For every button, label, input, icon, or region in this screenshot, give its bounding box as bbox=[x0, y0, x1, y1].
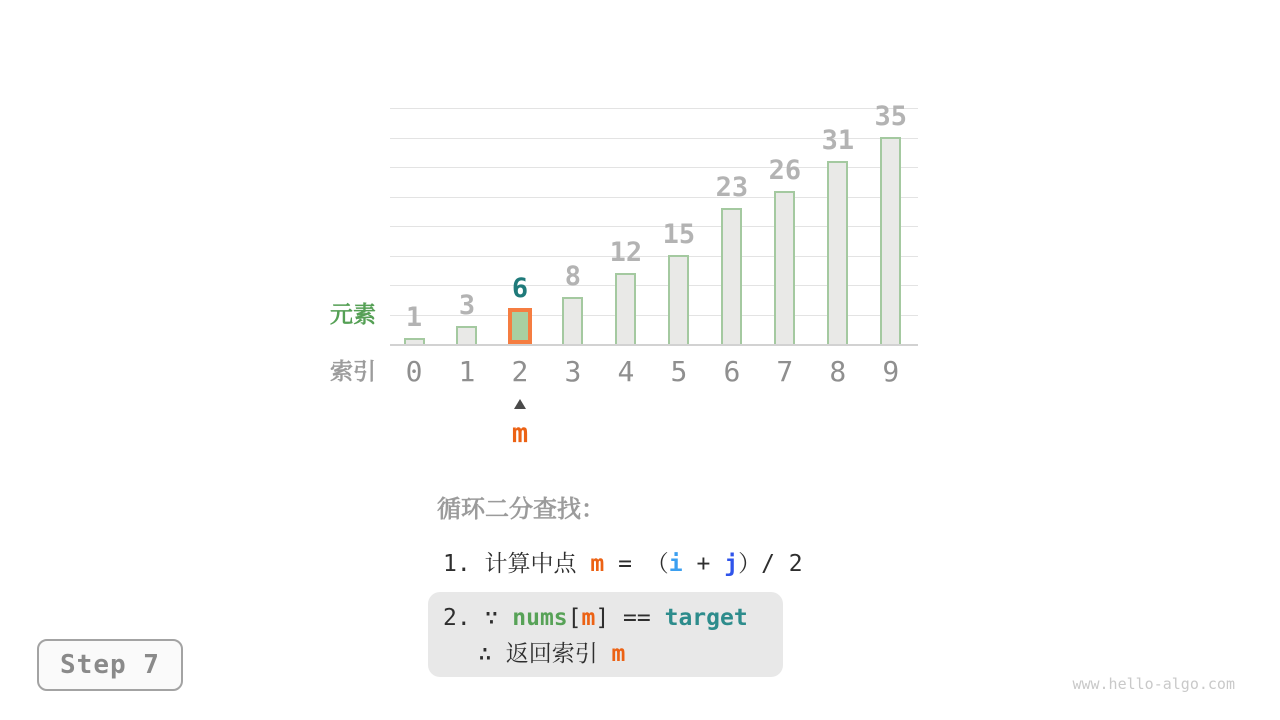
code-token: + bbox=[682, 551, 725, 577]
annotation-highlight-box bbox=[428, 592, 783, 677]
code-token: = （ bbox=[604, 551, 669, 577]
index-label-2: 2 bbox=[511, 355, 529, 388]
bar-index-7 bbox=[774, 191, 795, 344]
bar-index-8 bbox=[827, 161, 848, 344]
bar-index-2 bbox=[508, 308, 532, 344]
bar-chart-plot-area bbox=[390, 101, 918, 346]
annotation-step-2-result bbox=[478, 641, 625, 669]
code-token: ] == bbox=[595, 605, 665, 631]
code-token: j bbox=[724, 551, 739, 577]
bar-index-4 bbox=[615, 273, 636, 344]
pointer-caret-icon bbox=[514, 399, 526, 409]
bar-index-1 bbox=[456, 326, 477, 344]
index-label-6: 6 bbox=[723, 355, 741, 388]
code-token: m bbox=[611, 641, 626, 667]
y-axis-label-elements: 元素 bbox=[330, 302, 376, 328]
bar-index-3 bbox=[562, 297, 583, 344]
step-badge-label: Step 7 bbox=[60, 650, 160, 680]
bar-value-label-6: 6 bbox=[511, 273, 529, 304]
bar-index-6 bbox=[721, 208, 742, 344]
index-label-5: 5 bbox=[670, 355, 688, 388]
code-token: ）/ 2 bbox=[738, 551, 803, 577]
annotation-step-1 bbox=[443, 551, 803, 579]
bar-index-5 bbox=[668, 255, 689, 344]
code-token: m bbox=[581, 605, 596, 631]
code-token: target bbox=[664, 605, 748, 631]
pointer-m-label: m bbox=[511, 418, 529, 449]
step-badge bbox=[37, 639, 183, 691]
annotation-title: 循环二分查找： bbox=[437, 495, 605, 523]
code-token: nums bbox=[512, 605, 568, 631]
bar-value-label-1: 1 bbox=[405, 302, 423, 333]
code-token: 1. 计算中点 bbox=[443, 551, 591, 577]
gridline-40 bbox=[390, 108, 918, 109]
index-label-0: 0 bbox=[405, 355, 423, 388]
code-token: ∴ 返回索引 bbox=[478, 641, 612, 667]
x-axis-label-index: 索引 bbox=[330, 359, 376, 385]
code-token: m bbox=[590, 551, 605, 577]
index-label-4: 4 bbox=[617, 355, 635, 388]
bar-value-label-12: 12 bbox=[609, 237, 643, 268]
code-token: 2. ∵ bbox=[443, 605, 513, 631]
code-token: i bbox=[668, 551, 683, 577]
bar-value-label-31: 31 bbox=[821, 125, 855, 156]
bar-value-label-15: 15 bbox=[662, 219, 696, 250]
annotation-step-2-condition bbox=[443, 605, 748, 633]
index-label-9: 9 bbox=[882, 355, 900, 388]
index-label-3: 3 bbox=[564, 355, 582, 388]
bar-value-label-8: 8 bbox=[564, 261, 582, 292]
bar-index-9 bbox=[880, 137, 901, 344]
watermark-url: www.hello-algo.com bbox=[1072, 675, 1235, 693]
index-label-7: 7 bbox=[776, 355, 794, 388]
bar-value-label-23: 23 bbox=[715, 172, 749, 203]
bar-value-label-35: 35 bbox=[874, 101, 908, 132]
code-token: [ bbox=[567, 605, 582, 631]
bar-value-label-26: 26 bbox=[768, 155, 802, 186]
index-label-8: 8 bbox=[829, 355, 847, 388]
index-label-1: 1 bbox=[458, 355, 476, 388]
bar-value-label-3: 3 bbox=[458, 290, 476, 321]
bar-index-0 bbox=[404, 338, 425, 344]
